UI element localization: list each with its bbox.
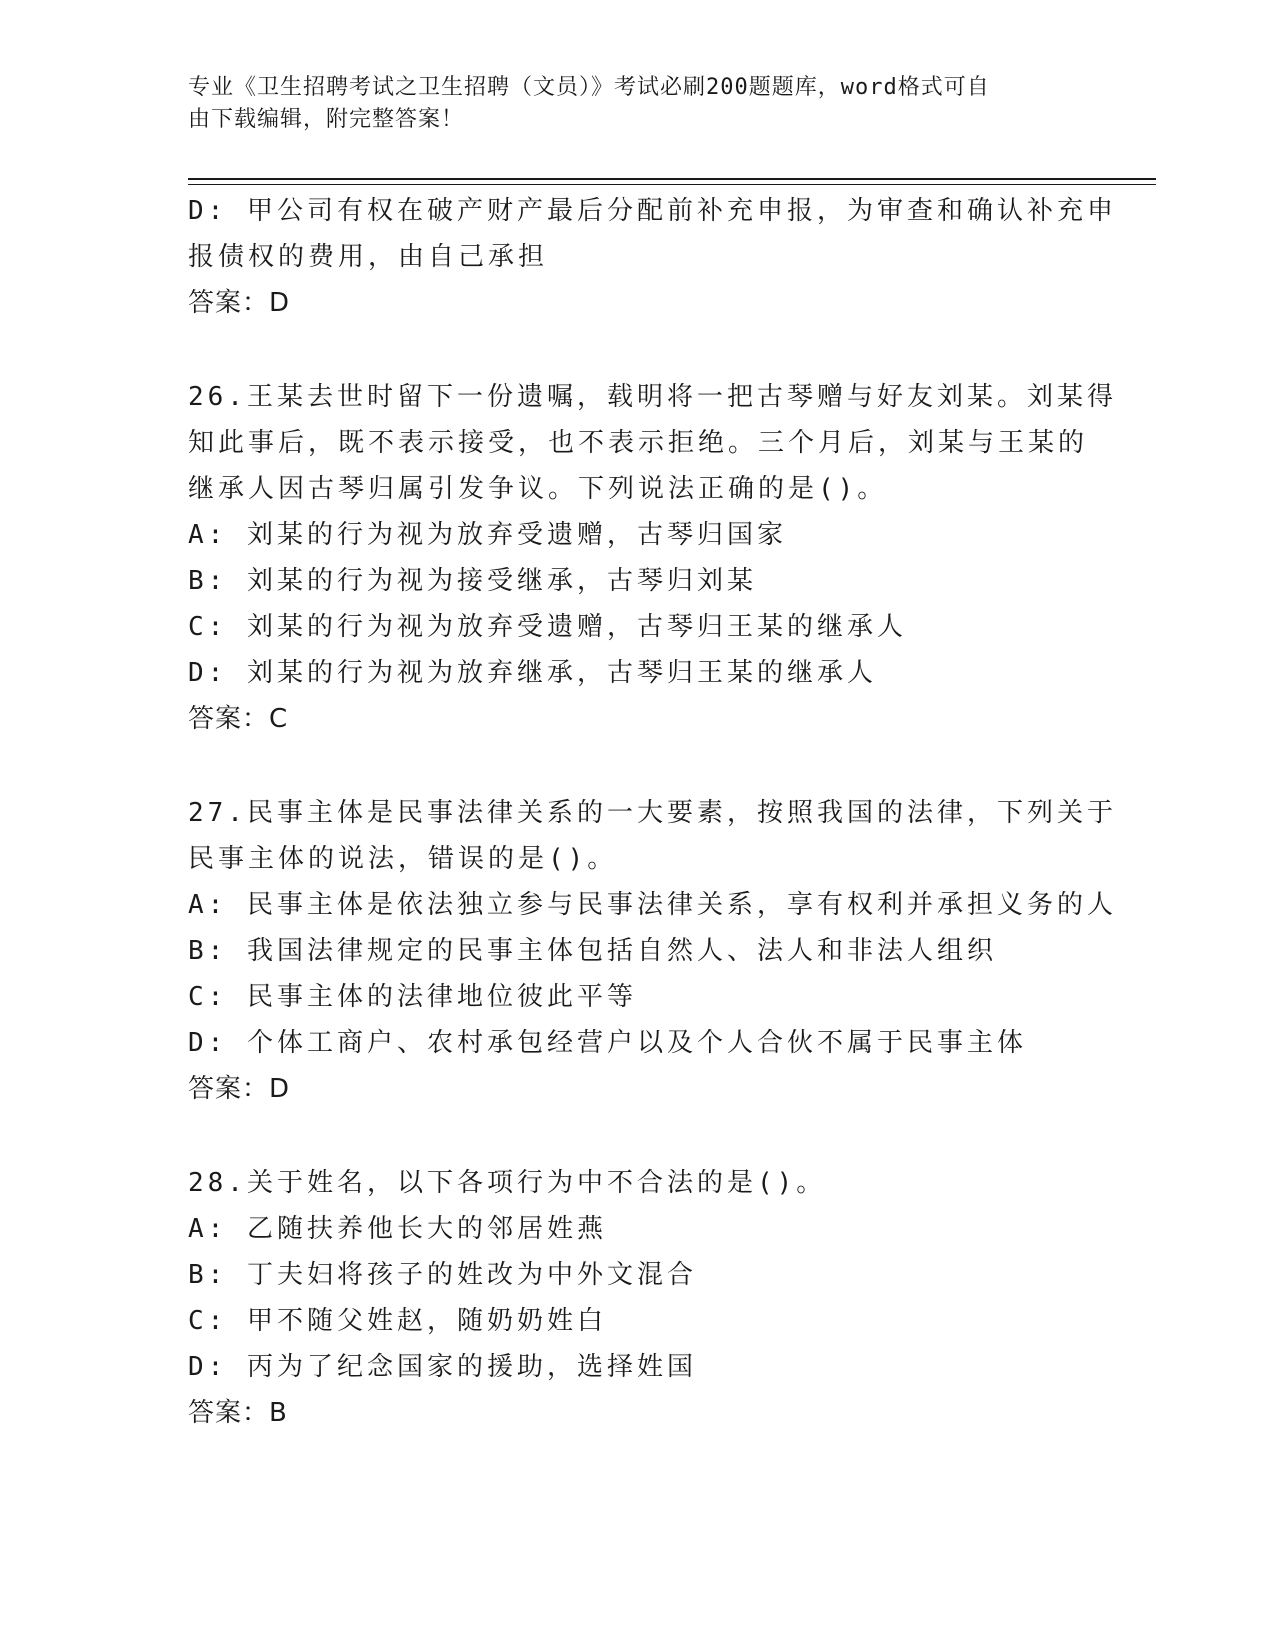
question-26 bbox=[188, 374, 1117, 742]
spacer bbox=[188, 742, 1088, 790]
question-stem: 28.关于姓名，以下各项行为中不合法的是()。 bbox=[188, 1168, 827, 1198]
header-line-2: 由下载编辑，附完整答案！ bbox=[188, 107, 465, 132]
option-d: D: 丙为了纪念国家的援助，选择姓国 bbox=[188, 1352, 697, 1382]
option-c: C: 甲不随父姓赵，随奶奶姓白 bbox=[188, 1306, 607, 1336]
option-d: D: 刘某的行为视为放弃继承，古琴归王某的继承人 bbox=[188, 658, 877, 688]
option-b: B: 刘某的行为视为接受继承，古琴归刘某 bbox=[188, 566, 757, 596]
question-28 bbox=[188, 1160, 1088, 1436]
question-stem: 知此事后，既不表示接受，也不表示拒绝。三个月后，刘某与王某的 bbox=[188, 428, 1089, 458]
option-d: D: 甲公司有权在破产财产最后分配前补充申报，为审查和确认补充申 bbox=[188, 196, 1117, 226]
option-a: A: 民事主体是依法独立参与民事法律关系，享有权利并承担义务的人 bbox=[188, 890, 1117, 920]
header-rule-thin bbox=[188, 184, 1156, 185]
spacer bbox=[188, 326, 1088, 374]
header-line-1: 专业《卫生招聘考试之卫生招聘（文员）》考试必刷200题题库，word格式可自 bbox=[188, 75, 990, 100]
option-b: B: 我国法律规定的民事主体包括自然人、法人和非法人组织 bbox=[188, 936, 997, 966]
option-d-continued: 报债权的费用，由自己承担 bbox=[188, 242, 549, 272]
option-a: A: 刘某的行为视为放弃受遗赠，古琴归国家 bbox=[188, 520, 787, 550]
answer: 答案：B bbox=[188, 1398, 288, 1428]
header-rule-thick bbox=[188, 178, 1156, 180]
option-d: D: 个体工商户、农村承包经营户以及个人合伙不属于民事主体 bbox=[188, 1028, 1027, 1058]
answer: 答案：C bbox=[188, 704, 289, 734]
question-stem: 民事主体的说法，错误的是()。 bbox=[188, 844, 618, 874]
spacer bbox=[188, 1112, 1088, 1160]
option-b: B: 丁夫妇将孩子的姓改为中外文混合 bbox=[188, 1260, 697, 1290]
question-stem: 26.王某去世时留下一份遗嘱，载明将一把古琴赠与好友刘某。刘某得 bbox=[188, 382, 1117, 412]
question-prev-continued bbox=[188, 188, 1117, 326]
document-header bbox=[188, 72, 1068, 136]
question-stem: 继承人因古琴归属引发争议。下列说法正确的是()。 bbox=[188, 474, 888, 504]
document-body bbox=[188, 188, 1117, 1436]
answer: 答案：D bbox=[188, 1074, 291, 1104]
option-c: C: 民事主体的法律地位彼此平等 bbox=[188, 982, 637, 1012]
option-a: A: 乙随扶养他长大的邻居姓燕 bbox=[188, 1214, 607, 1244]
question-stem: 27.民事主体是民事法律关系的一大要素，按照我国的法律，下列关于 bbox=[188, 798, 1117, 828]
question-27 bbox=[188, 790, 1117, 1112]
answer: 答案：D bbox=[188, 288, 291, 318]
option-c: C: 刘某的行为视为放弃受遗赠，古琴归王某的继承人 bbox=[188, 612, 907, 642]
